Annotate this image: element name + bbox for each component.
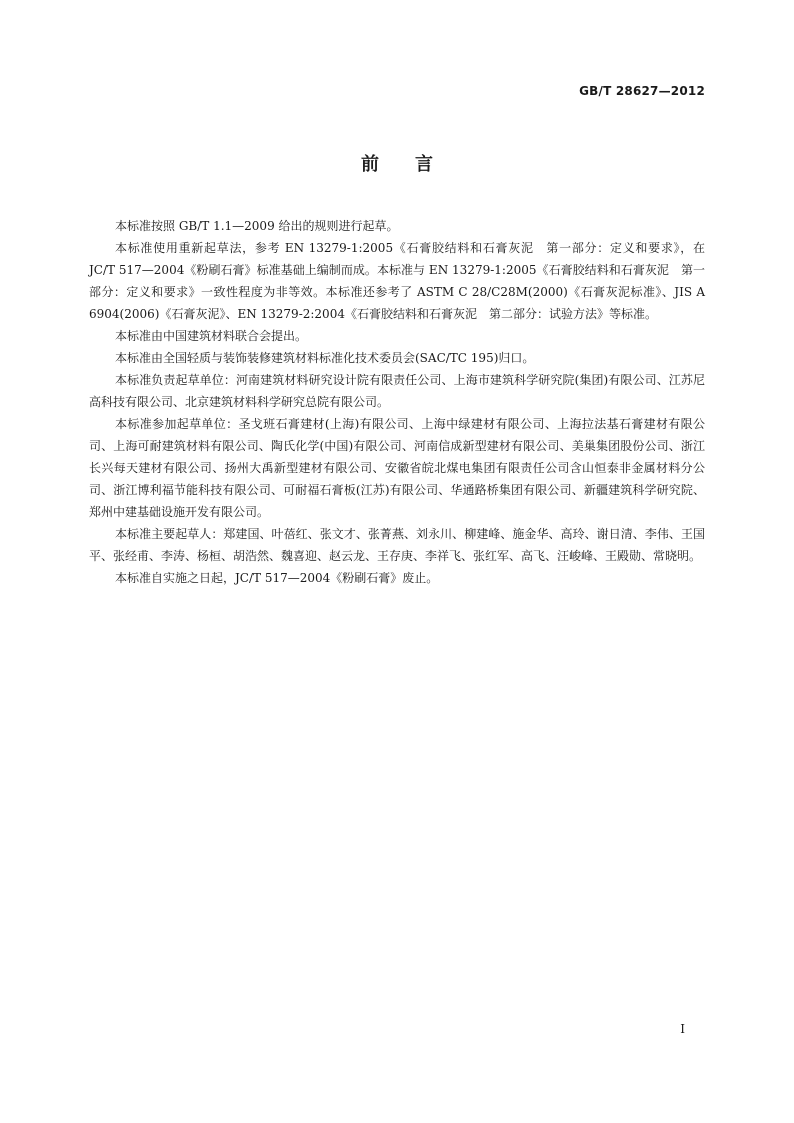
- foreword-body: [89, 215, 705, 589]
- paragraph-proposer: 本标准由中国建筑材料联合会提出。: [115, 329, 308, 343]
- paragraph-abolishment: 本标准自实施之日起，JC/T 517—2004《粉刷石膏》废止。: [115, 571, 439, 585]
- paragraph-drafting-rules: 本标准按照 GB/T 1.1—2009 给出的规则进行起草。: [115, 219, 399, 233]
- page-title: 前言: [361, 154, 469, 175]
- paragraph-lead-drafters: 本标准负责起草单位：河南建筑材料研究设计院有限责任公司、上海市建筑科学研究院(集团)有限公司、江苏尼高科技有限公司、北京建筑材料科学研究总院有限公司。: [89, 373, 705, 409]
- paragraph-participating-units: 本标准参加起草单位：圣戈班石膏建材(上海)有限公司、上海中绿建材有限公司、上海拉法基石膏建材有限公司、上海可耐建筑材料有限公司、陶氏化学(中国)有限公司、河南信成新型建材有限公司、美巢集团股份公司、浙江长兴每天建材有限公司、扬州大禹新型建材有限公司、安徽省皖北煤电集团有限责任公司含山恒泰非金属材料分公司、浙江博利福节能科技有限公司、可耐福石膏板(江苏)有限公司、华通路桥集团有限公司、新疆建筑科学研究院、郑州中建基础设施开发有限公司。: [89, 417, 705, 519]
- page-number: I: [680, 1022, 685, 1036]
- paragraph-committee: 本标准由全国轻质与装饰装修建筑材料标准化技术委员会(SAC/TC 195)归口。: [115, 351, 535, 365]
- paragraph-main-drafters: 本标准主要起草人：郑建国、叶蓓红、张文才、张菁燕、刘永川、柳建峰、施金华、高玲、谢日清、李伟、王国平、张经甫、李涛、杨桓、胡浩然、魏喜迎、赵云龙、王存庚、李祥飞、张红军、高飞、汪峻峰、王殿勋、常晓明。: [89, 527, 705, 563]
- paragraph-references: 本标准使用重新起草法，参考 EN 13279-1:2005《石膏胶结料和石膏灰泥 第一部分：定义和要求》，在 JC/T 517—2004《粉刷石膏》标准基础上编制而成。本标准与 EN 13279-1:2005《石膏胶结料和石膏灰泥 第一部分：定义和要求》一致性程度为非等效。本标准还参考了 ASTM C 28/C28M(2000)《石膏灰泥标准》、JIS A 6904(2006)《石膏灰泥》、EN 13279-2:2004《石膏胶结料和石膏灰泥 第二部分：试验方法》等标准。: [89, 241, 705, 321]
- standard-code: GB/T 28627—2012: [579, 84, 705, 98]
